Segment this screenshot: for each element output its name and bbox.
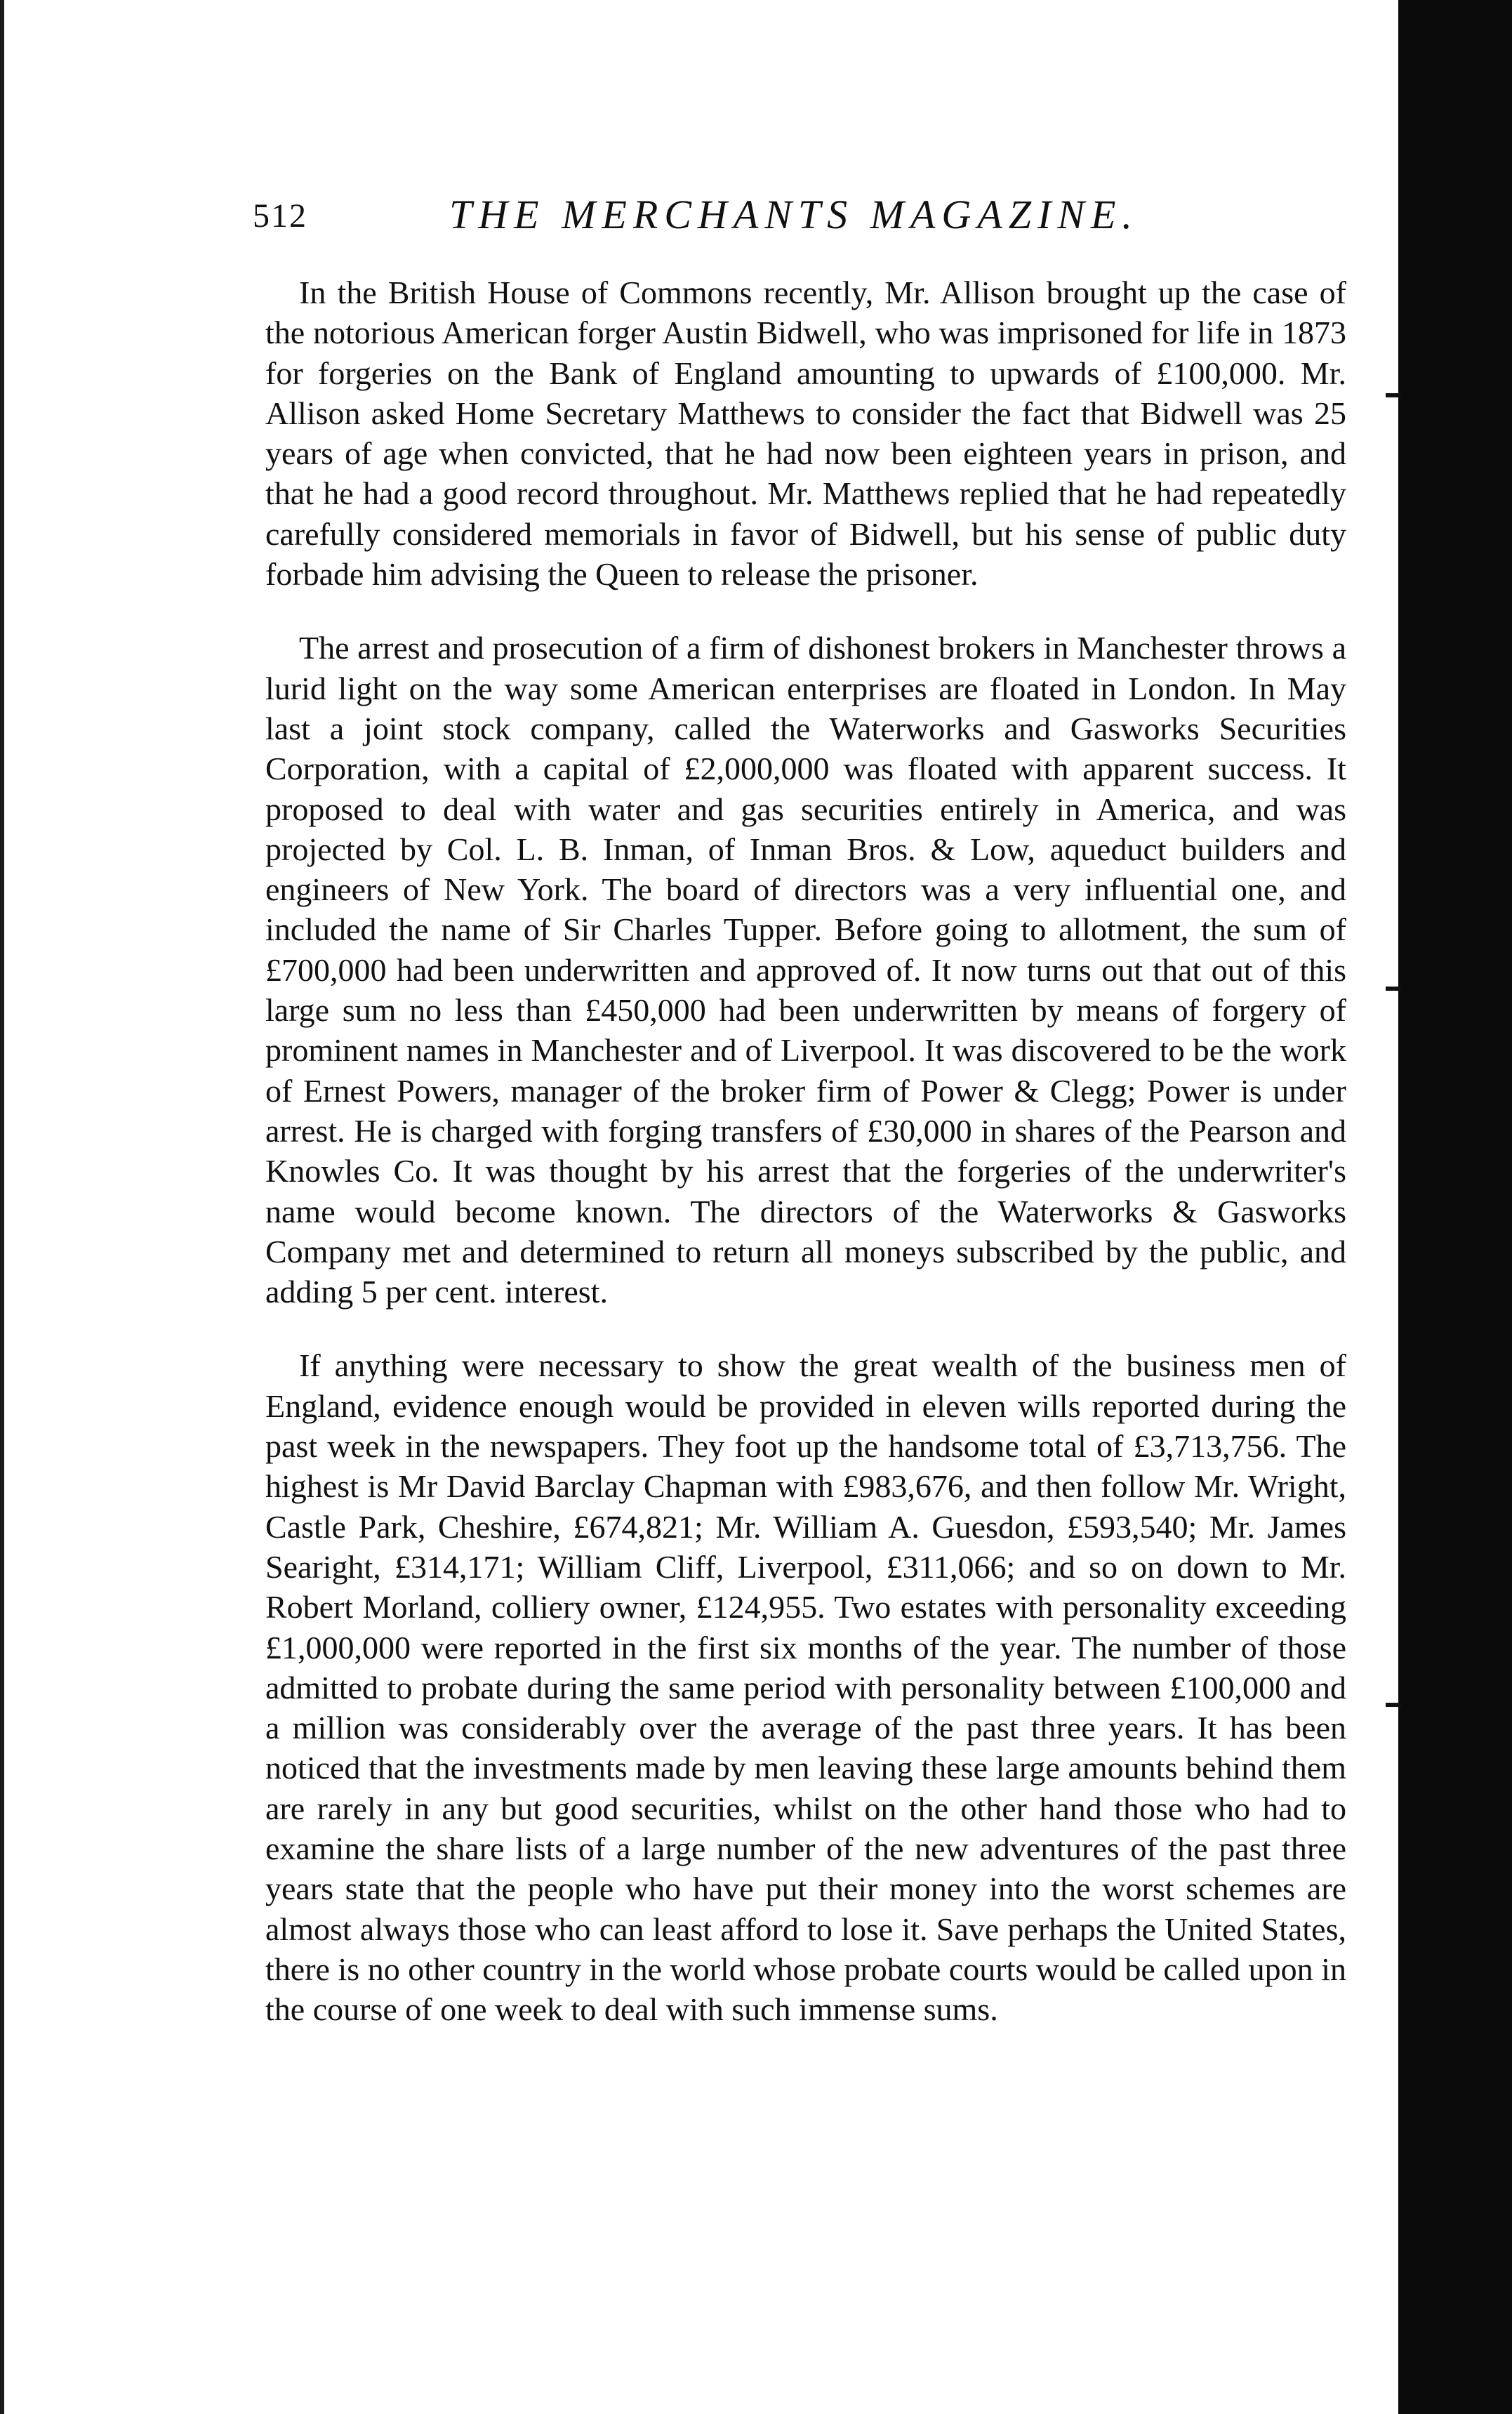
paragraph-bidwell: In the British House of Commons recently, Mr. Allison brought up the case of the notorious American forger Austin Bidwell, who was imprisoned for life in 1873 for forgeries on the Bank of England amounting to upwards of £100,000. Mr. Allison asked Home Secretary Matthews to consider the fact that Bidwell was 25 years of age when convicted, that he had now been eighteen years in prison, and that he had a good record throughout. Mr. Matthews replied that he had repeatedly carefully considered memorials in favor of Bidwell, but his sense of public duty forbade him advising the Queen to release the prisoner. <box>265 275 1346 593</box>
scan-margin-mark <box>1386 987 1401 991</box>
running-title: THE MERCHANTS MAGAZINE. <box>449 192 1139 237</box>
scan-right-border <box>1398 0 1512 2414</box>
page-number: 512 <box>253 197 307 235</box>
scan-margin-mark <box>1386 1703 1401 1707</box>
paragraph-wills-wealth: If anything were necessary to show the great wealth of the business men of England, evidence enough would be provided in eleven wills reported during the past week in the newspapers. They foot up the handsome total of £3,713,756. The highest is Mr David Barclay Chapman with £983,676, and then follow Mr. Wright, Castle Park, Cheshire, £674,821; Mr. William A. Guesdon, £593,540; Mr. James Searight, £314,171; William Cliff, Liverpool, £311,066; and so on down to Mr. Robert Morland, colliery owner, £124,955. Two estates with personality exceeding £1,000,000 were reported in the first six months of the year. The number of those admitted to probate during the same period with personality between £100,000 and a million was considerably over the average of the past three years. It has been noticed that the investments made by men leaving these large amounts behind them are rarely in any but good securities, whilst on the other hand those who had to examine the share lists of a large number of the new adventures of the past three years state that the people who have put their money into the worst schemes are almost always those who can least afford to lose it. Save perhaps the United States, there is no other country in the world whose probate courts would be called upon in the course of one week to deal with such immense sums. <box>265 1347 1346 2028</box>
scan-left-edge <box>0 0 4 2414</box>
article-body <box>265 272 1346 2029</box>
paragraph-waterworks-fraud: The arrest and prosecution of a firm of dishonest brokers in Manchester throws a lurid light on the way some American enterprises are floated in London. In May last a joint stock company, called the Waterworks and Gasworks Securities Corporation, with a capital of £2,000,000 was floated with apparent success. It proposed to deal with water and gas securities entirely in America, and was projected by Col. L. B. Inman, of Inman Bros. & Low, aqueduct builders and engineers of New York. The board of directors was a very influential one, and included the name of Sir Charles Tupper. Before going to allotment, the sum of £700,000 had been underwritten and approved of. It now turns out that out of this large sum no less than £450,000 had been underwritten by means of forgery of prominent names in Manchester and of Liverpool. It was discovered to be the work of Ernest Powers, manager of the broker firm of Power & Clegg; Power is under arrest. He is charged with forging transfers of £30,000 in shares of the Pearson and Knowles Co. It was thought by his arrest that the forgeries of the underwriter's name would become known. The directors of the Waterworks & Gasworks Company met and determined to return all moneys subscribed by the public, and adding 5 per cent. interest. <box>265 630 1346 1310</box>
scan-margin-mark <box>1386 393 1401 397</box>
page-header <box>253 184 1348 240</box>
